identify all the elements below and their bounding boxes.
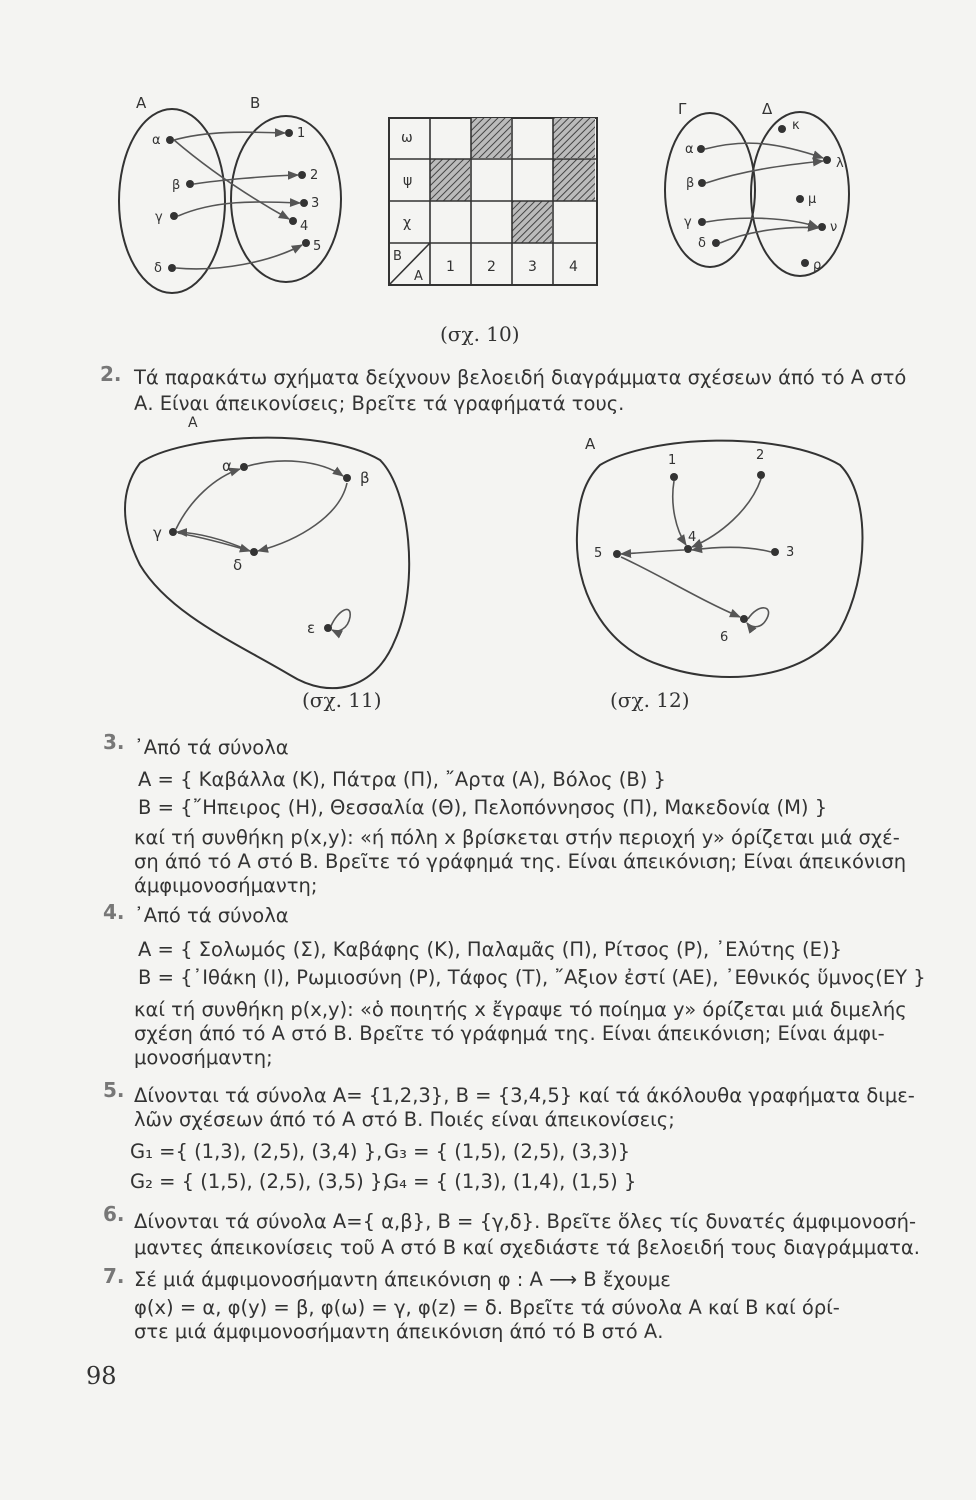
- fig12-node-6: 6: [720, 630, 729, 645]
- fig11-node-5: ε: [307, 619, 316, 637]
- fig12-caption: (σχ. 12): [610, 688, 690, 712]
- grid-col-2: 2: [487, 259, 496, 275]
- ex5-line-1: Δίνονται τά σύνολα A= {1,2,3}, B = {3,4,5} καί τά άκόλουθα γραφήματα διμε-: [134, 1084, 915, 1107]
- fig12-node-3: 3: [786, 545, 795, 560]
- fig10-D-4: ν: [830, 220, 838, 235]
- ex3-line-1: ᾿Από τά σύνολα: [134, 736, 289, 759]
- fig10-caption: (σχ. 10): [440, 322, 520, 346]
- fig11-node-2: β: [360, 469, 370, 487]
- ex6-line-1: Δίνονται τά σύνολα A={ α,β}, B = {γ,δ}. Βρεῖτε ὅλες τίς δυνατές άμφιμονοσή-: [134, 1210, 916, 1233]
- fig11-caption: (σχ. 11): [302, 688, 382, 712]
- fig10-G-4: δ: [698, 236, 706, 251]
- ex5-G3: G₃ = { (1,5), (2,5), (3,3)}: [384, 1140, 631, 1163]
- fig11-set-label: A: [188, 415, 198, 431]
- ex5-G4: G₄ = { (1,3), (1,4), (1,5) }: [384, 1170, 637, 1193]
- ex3-line-2: A = { Καβάλλα (Κ), Πάτρα (Π), ῎Αρτα (Α), Βόλος (Β) }: [138, 768, 666, 791]
- fig10-label-D: Δ: [762, 100, 773, 118]
- page-number: 98: [86, 1362, 117, 1390]
- fig10-D-1: κ: [792, 118, 800, 133]
- ex3-line-4: καί τή συνθήκη p(x,y): «ή πόλη x βρίσκεται στήν περιοχή y» όρίζεται μιά σχέ-: [134, 826, 900, 849]
- fig10-G-3: γ: [684, 215, 692, 230]
- figure-10: [0, 0, 976, 360]
- fig10-A-1: α: [152, 133, 161, 148]
- ex7-line-2: φ(x) = α, φ(y) = β, φ(ω) = γ, φ(z) = δ. Βρεῖτε τά σύνολα Α καί Β καί όρί-: [134, 1296, 840, 1319]
- fig10-A-elements: [152, 133, 194, 276]
- fig10-B-2: 2: [310, 168, 319, 183]
- fig10-D-3: μ: [808, 192, 817, 207]
- fig10-right-arrows: [705, 143, 823, 243]
- fig11-node-4: δ: [233, 556, 243, 574]
- grid-row-1: ω: [401, 130, 413, 146]
- ex7-line-3: στε μιά άμφιμονοσήμαντη άπεικόνιση άπό τό Β στό Α.: [134, 1320, 664, 1343]
- fig12-diagram: [577, 435, 863, 677]
- ex5-line-2: λῶν σχέσεων άπό τό Α στό Β. Ποιές είναι άπεικονίσεις;: [134, 1108, 675, 1131]
- fig11-node-3: γ: [153, 524, 162, 542]
- ex3-line-6: άμφιμονοσήμαντη;: [134, 874, 318, 897]
- fig10-label-A: A: [136, 94, 147, 112]
- fig12-node-4: 4: [688, 530, 697, 545]
- grid-row-2: ψ: [403, 173, 413, 189]
- fig12-node-1: 1: [668, 453, 677, 468]
- ex4-line-1: ᾿Από τά σύνολα: [134, 904, 289, 927]
- ex7-line-1: Σέ μιά άμφιμονοσήμαντη άπεικόνιση φ : Α ⟶ Β ἔχουμε: [134, 1268, 671, 1291]
- ex5-number: 5.: [103, 1078, 125, 1102]
- fig10-A-2: β: [172, 178, 181, 193]
- ex4-line-3: B = {᾿Ιθάκη (Ι), Ρωμιοσύνη (Ρ), Τάφος (Τ), ῎Αξιον ἐστί (ΑΕ), ᾿Εθνικός ὕμνος(ΕΥ }: [138, 966, 926, 989]
- grid-col-4: 4: [569, 259, 578, 275]
- grid-corner-B: B: [393, 249, 402, 264]
- fig10-G-1: α: [685, 142, 694, 157]
- fig10-left-diagram: [119, 94, 341, 293]
- ex4-line-5: σχέση άπό τό Α στό Β. Βρεῖτε τό γράφημά της. Είναι άπεικόνιση; Είναι άμφι-: [134, 1022, 885, 1045]
- ex7-number: 7.: [103, 1264, 125, 1288]
- fig10-grid: [389, 118, 597, 285]
- fig10-B-1: 1: [297, 126, 306, 141]
- ex4-line-2: A = { Σολωμός (Σ), Καβάφης (Κ), Παλαμᾶς (Π), Ρίτσος (Ρ), ᾿Ελύτης (Ε)}: [138, 938, 842, 961]
- ex3-number: 3.: [103, 730, 125, 754]
- fig10-D-5: ρ: [813, 258, 822, 273]
- ex3-line-5: ση άπό τό Α στό Β. Βρεῖτε τό γράφημά της. Είναι άπεικόνιση; Είναι άπεικόνιση: [134, 850, 907, 873]
- ex6-number: 6.: [103, 1202, 125, 1226]
- grid-col-3: 3: [528, 259, 537, 275]
- ex4-line-6: μονοσήμαντη;: [134, 1046, 273, 1069]
- fig10-A-4: δ: [154, 261, 162, 276]
- fig10-B-elements: [285, 126, 321, 254]
- fig10-label-B: B: [250, 94, 261, 112]
- ex6-line-2: μαντες άπεικονίσεις τοῦ Α στό Β καί σχεδιάστε τά βελοειδή τους διαγράμματα.: [134, 1236, 920, 1259]
- fig10-left-arrows: [174, 132, 302, 269]
- fig12-set-label: A: [585, 435, 596, 453]
- ex2-line-2: Α. Είναι άπεικονίσεις; Βρεῖτε τά γραφήματά τους.: [134, 392, 625, 415]
- fig10-label-G: Γ: [678, 100, 687, 118]
- fig10-B-5: 5: [313, 239, 322, 254]
- ex2-line-1: Τά παρακάτω σχήματα δείχνουν βελοειδή διαγράμματα σχέσεων άπό τό Α στό: [134, 366, 907, 389]
- ex5-G1: G₁ ={ (1,3), (2,5), (3,4) },: [130, 1140, 383, 1163]
- grid-row-3: χ: [403, 215, 412, 231]
- ex3-line-3: B = {῎Ηπειρος (Η), Θεσσαλία (Θ), Πελοπόννησος (Π), Μακεδονία (Μ) }: [138, 796, 828, 819]
- grid-col-1: 1: [446, 259, 455, 275]
- ex4-number: 4.: [103, 900, 125, 924]
- fig10-B-4: 4: [300, 219, 309, 234]
- fig10-B-3: 3: [311, 196, 320, 211]
- fig10-A-3: γ: [155, 210, 163, 225]
- fig10-right-diagram: [665, 100, 849, 276]
- fig11-node-1: α: [222, 457, 232, 475]
- figures-11-12: [0, 405, 976, 735]
- grid-corner-A: A: [414, 269, 423, 284]
- fig10-G-2: β: [686, 176, 695, 191]
- fig10-D-2: λ: [836, 156, 844, 171]
- ex5-G2: G₂ = { (1,5), (2,5), (3,5) },: [130, 1170, 389, 1193]
- fig11-diagram: [125, 415, 409, 688]
- fig12-node-5: 5: [594, 546, 603, 561]
- ex2-number: 2.: [100, 362, 122, 386]
- ex4-line-4: καί τή συνθήκη p(x,y): «ὁ ποιητής x ἔγραψε τό ποίημα y» όρίζεται μιά διμελής: [134, 998, 907, 1021]
- fig12-node-2: 2: [756, 448, 765, 463]
